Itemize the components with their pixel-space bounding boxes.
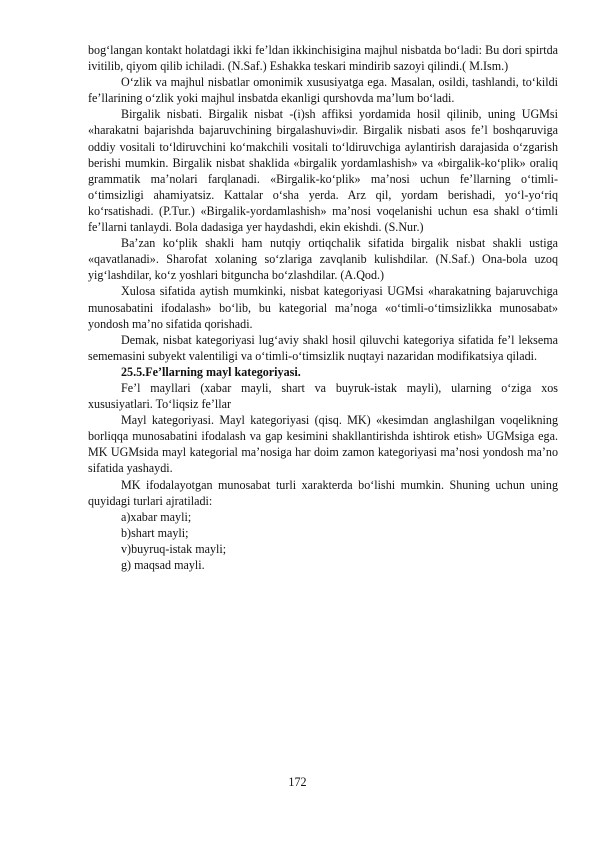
- page-number: 172: [288, 775, 307, 789]
- list-item: a)xabar mayli;: [121, 509, 192, 524]
- paragraph-koplik-shakli: Ba’zan ko‘plik shakli ham nutqiy ortiqchalik sifatida birgalik nisbat shakli ustiga «qavatlanadi». Sharofat xolaning so‘zlariga zavqlanib kulishdilar. (N.Saf.) Ona-bola uzoq yig‘lashdilar, ko‘z yoshlari bitguncha bo‘zlashdilar. (A.Qod.): [88, 236, 558, 283]
- section-heading: 25.5.Fe’llarning mayl kategoriyasi.: [121, 364, 301, 379]
- paragraph-demak: Demak, nisbat kategoriyasi lug‘aviy shakl hosil qiluvchi kategoriya sifatida fe’l leksema sememasini subyekt valentiligi va o‘timli-o‘timsizlik nuqtayi nazaridan modifikatsiya qiladi.: [88, 332, 558, 363]
- paragraph-birgalik-nisbati: Birgalik nisbati. Birgalik nisbat -(i)sh affiksi yordamida hosil qilinib, uning UGMsi «harakatni bajarishda bajaruvchining birgalashuvi»dir. Birgalik nisbati asos fe’l boshqaruviga oddiy vositali to‘ldiruvchini ko‘makchili vositali to‘ldiruvchiga aylantirish darajasida o‘zgarish berishi mumkin. Birgalik nisbat shaklida «birgalik yordamlashish» va «birgalik-ko‘plik» oraliq grammatik ma’nolari farqlanadi. «Birgalik-ko‘plik» ma’nosi uchun fe’llarning o‘timli-o‘timsizligi ahamiyatsiz. Kattalar o‘sha yerda. Arz qil, yordam berishadi, yo‘l-yo‘riq ko‘rsatishadi. (P.Tur.) «Birgalik-yordamlashish» ma’nosi voqelanishi uchun esa shakl o‘timli fe’llarni tanlaydi. Bola dadasiga yer haydashdi, ekin ekishdi. (S.Nur.): [88, 107, 558, 235]
- paragraph-mayl-overview: Fe’l mayllari (xabar mayli, shart va buyruk-istak mayli), ularning o‘ziga xos xususiyatlari. To‘liqsiz fe’llar: [88, 380, 558, 412]
- paragraph-xulosa: Xulosa sifatida aytish mumkinki, nisbat kategoriyasi UGMsi «harakatning bajaruvchiga munosabatini ifodalash» bo‘lib, bu kategorial ma’noga «o‘timli-o‘timsizlikka munosabat» yondosh ma’no sifatida qorishadi.: [88, 284, 558, 331]
- list-item: g) maqsad mayli.: [121, 558, 205, 572]
- paragraph-mk-turlari: MK ifodalayotgan munosabat turli xarakterda bo‘lishi mumkin. Shuning uchun uning quyidagi turlari ajratiladi:: [88, 477, 558, 508]
- paragraph-mayl-kategoriyasi: Mayl kategoriyasi. Mayl kategoriyasi (qisq. MK) «kesimdan anglashilgan voqelikning borliqqa munosabatini ifodalash va gap kesimini shakllantirishda ishtirok etish» UGMsiga ega. MK UGMsida mayl kategorial ma’nosiga har doim zamon kategoriyasi ma’nosi yondosh ma’no sifatida yashaydi.: [88, 413, 558, 476]
- list-item: v)buyruq-istak mayli;: [121, 541, 227, 556]
- list-item: b)shart mayli;: [121, 525, 189, 540]
- paragraph-continuation: bog‘langan kontakt holatdagi ikki fe’ldan ikkinchisigina majhul nisbatda bo‘ladi: Bu dori spirtda ivitilib, qiyom qilib ichiladi. (N.Saf.) Eshakka teskari mindirib sazoyi qilindi.( M.Ism.): [88, 43, 558, 74]
- paragraph-ozlik-majhul: O‘zlik va majhul nisbatlar omonimik xususiyatga ega. Masalan, osildi, tashlandi, to‘kildi fe’llarining o‘zlik yoki majhul insbatda ekanligi qurshovda ma’lum bo‘ladi.: [88, 75, 558, 106]
